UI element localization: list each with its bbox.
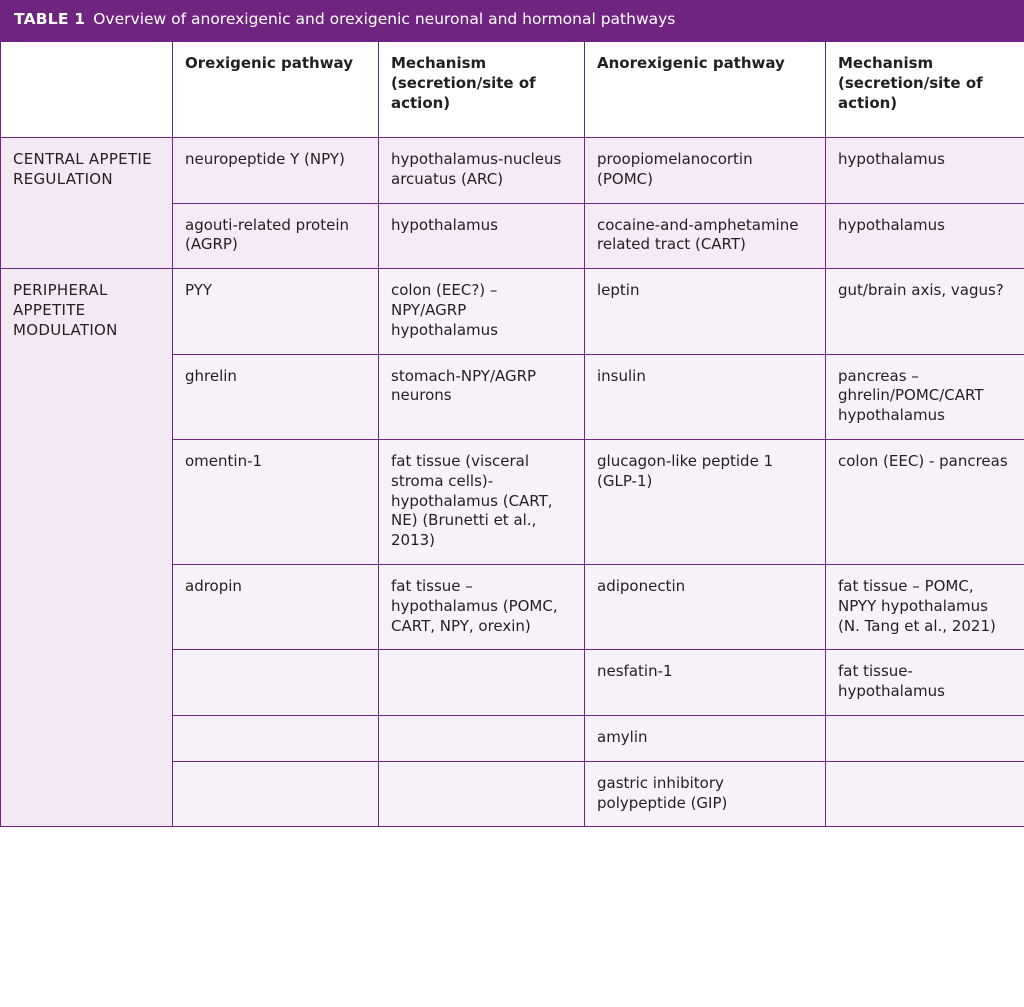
cell-orexigenic-mechanism: fat tissue – hypothalamus (POMC, CART, NPY, orexin) [379,564,585,649]
cell-anorexigenic-mechanism [826,715,1024,761]
cell-orexigenic-mechanism [379,715,585,761]
cell-anorexigenic-pathway: leptin [585,269,826,354]
table-row [1,269,1024,354]
cell-orexigenic-pathway: ghrelin [173,354,379,439]
cell-anorexigenic-pathway: glucagon-like peptide 1 (GLP-1) [585,439,826,564]
table-caption-text: Overview of anorexigenic and orexigenic neuronal and hormonal pathways [93,10,676,28]
table-header-row [1,42,1024,138]
cell-anorexigenic-mechanism: fat tissue-hypothalamus [826,650,1024,716]
column-header-group [1,42,173,138]
group-label-peripheral: PERIPHERAL APPETITE MODULATION [1,269,173,827]
group-label-central: CENTRAL APPETIE REGULATION [1,138,173,269]
cell-anorexigenic-mechanism: hypothalamus [826,138,1024,204]
cell-orexigenic-pathway: PYY [173,269,379,354]
table-caption [0,0,1024,41]
cell-orexigenic-mechanism [379,650,585,716]
cell-anorexigenic-pathway: cocaine-and-amphetamine related tract (CART) [585,203,826,269]
cell-anorexigenic-mechanism: gut/brain axis, vagus? [826,269,1024,354]
cell-orexigenic-mechanism: stomach-NPY/AGRP neurons [379,354,585,439]
cell-orexigenic-mechanism: hypothalamus [379,203,585,269]
cell-anorexigenic-mechanism [826,761,1024,827]
cell-orexigenic-mechanism [379,761,585,827]
column-header-orexigenic-mechanism: Mechanism (secretion/site of action) [379,42,585,138]
pathways-table [0,41,1024,827]
cell-anorexigenic-mechanism: pancreas – ghrelin/POMC/CART hypothalamus [826,354,1024,439]
cell-anorexigenic-pathway: gastric inhibitory polypeptide (GIP) [585,761,826,827]
cell-orexigenic-pathway: agouti-related protein (AGRP) [173,203,379,269]
cell-orexigenic-pathway [173,650,379,716]
cell-orexigenic-pathway [173,761,379,827]
cell-orexigenic-pathway: neuropeptide Y (NPY) [173,138,379,204]
cell-anorexigenic-mechanism: fat tissue – POMC, NPYY hypothalamus (N. Tang et al., 2021) [826,564,1024,649]
cell-orexigenic-mechanism: fat tissue (visceral stroma cells)-hypothalamus (CART, NE) (Brunetti et al., 2013) [379,439,585,564]
cell-anorexigenic-pathway: adiponectin [585,564,826,649]
column-header-anorexigenic-mechanism: Mechanism (secretion/site of action) [826,42,1024,138]
cell-anorexigenic-pathway: proopiomelanocortin (POMC) [585,138,826,204]
cell-orexigenic-pathway [173,715,379,761]
cell-anorexigenic-pathway: insulin [585,354,826,439]
cell-anorexigenic-pathway: nesfatin-1 [585,650,826,716]
cell-orexigenic-mechanism: colon (EEC?) – NPY/AGRP hypothalamus [379,269,585,354]
cell-orexigenic-mechanism: hypothalamus-nucleus arcuatus (ARC) [379,138,585,204]
cell-anorexigenic-pathway: amylin [585,715,826,761]
table-caption-label: TABLE 1 [14,10,86,28]
column-header-orexigenic-pathway: Orexigenic pathway [173,42,379,138]
cell-anorexigenic-mechanism: colon (EEC) - pancreas [826,439,1024,564]
table-row [1,138,1024,204]
cell-anorexigenic-mechanism: hypothalamus [826,203,1024,269]
column-header-anorexigenic-pathway: Anorexigenic pathway [585,42,826,138]
cell-orexigenic-pathway: omentin-1 [173,439,379,564]
cell-orexigenic-pathway: adropin [173,564,379,649]
